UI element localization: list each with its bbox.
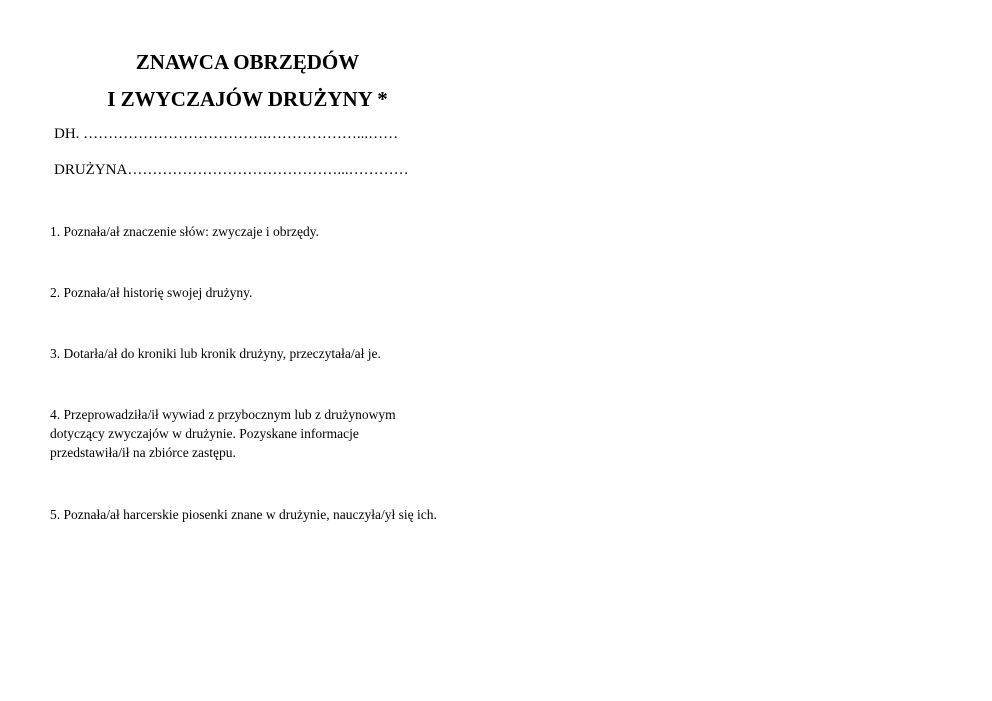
title-line-2: I ZWYCZAJÓW DRUŻYNY * xyxy=(107,87,388,111)
dh-field: DH. ……………………………….………………...…… xyxy=(54,126,399,142)
task-item-3: 3. Dotarła/ał do kroniki lub kronik drużyny, przeczytała/ał je. xyxy=(50,346,381,361)
druzyna-field: DRUŻYNA……………………………………...………… xyxy=(54,162,409,178)
task-item-4: 4. Przeprowadziła/ił wywiad z przybocznym lub z drużynowym dotyczący zwyczajów w drużynie. Pozyskane informacje przedstawiła/ił na zbiórce zastępu. xyxy=(50,407,396,460)
task-item-2: 2. Poznała/ał historię swojej drużyny. xyxy=(50,285,253,300)
task-item-5: 5. Poznała/ał harcerskie piosenki znane w drużynie, nauczyła/ył się ich. xyxy=(50,507,437,522)
task-item-1: 1. Poznała/ał znaczenie słów: zwyczaje i obrzędy. xyxy=(50,224,319,239)
title-line-1: ZNAWCA OBRZĘDÓW xyxy=(135,50,360,74)
